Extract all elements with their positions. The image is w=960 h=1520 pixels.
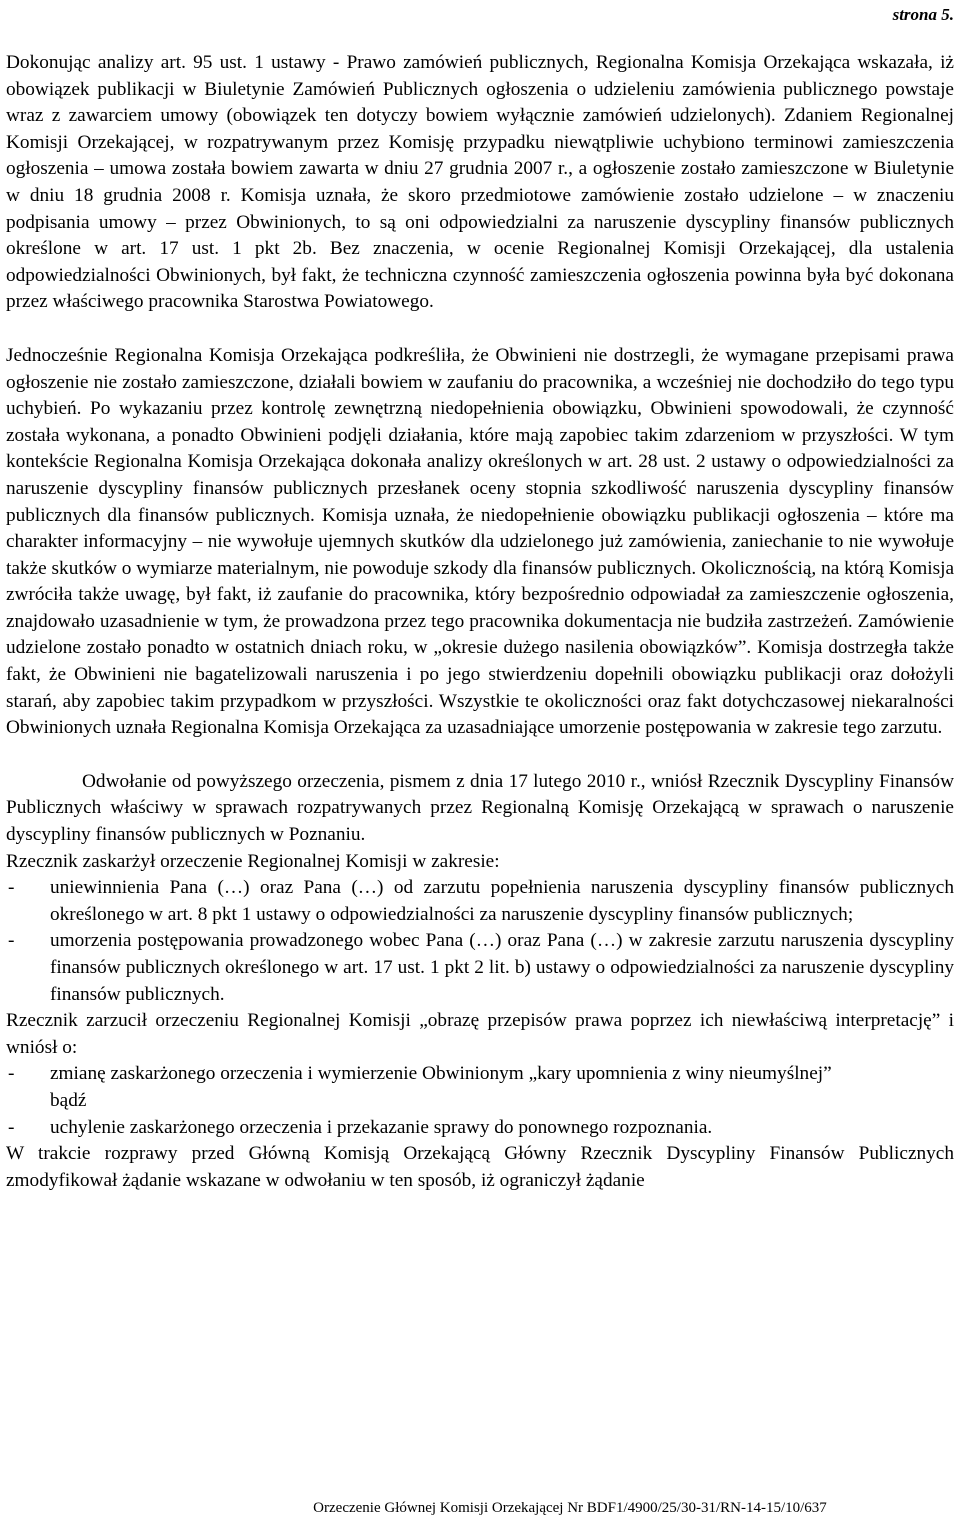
alternative-request-list [6, 1115, 954, 1142]
paragraph-hearing: W trakcie rozprawy przed Główną Komisją Orzekającą Główny Rzecznik Dyscypliny Finansów Publicznych zmodyfikował żądanie wskazane w odwołaniu w ten sposób, iż ograniczył żądanie [6, 1143, 954, 1191]
paragraph-scope-intro: Rzecznik zaskarżył orzeczenie Regionalnej Komisji w zakresie: [6, 850, 500, 872]
list-item: - uniewinnienia Pana (…) oraz Pana (…) od zarzutu popełnienia naruszenia dyscypliny finansów publicznych określonego w art. 8 pkt 1 ustawy o odpowiedzialności za naruszenie dyscypliny finansów publicznych; [6, 875, 954, 928]
paragraph-appeal: Odwołanie od powyższego orzeczenia, pismem z dnia 17 lutego 2010 r., wniósł Rzecznik Dyscypliny Finansów Publicznych właściwy w sprawach rozpatrywanych przez Regionalną Komisję Orzekającą w sprawach o naruszenie dyscypliny finansów publicznych w Poznaniu. [6, 770, 954, 846]
list-item: - zmianę zaskarżonego orzeczenia i wymierzenie Obwinionym „kary upomnienia z winy nieumyślnej” [6, 1061, 954, 1088]
paragraph-charges-intro: Rzecznik zarzucił orzeczeniu Regionalnej Komisji „obrazę przepisów prawa poprzez ich niewłaściwą interpretację” i wniósł o: [6, 1010, 954, 1058]
paragraph-gap [6, 742, 954, 769]
page-footer: Orzeczenie Głównej Komisji Orzekającej Nr BDF1/4900/25/30-31/RN-14-15/10/637 [313, 1500, 827, 1516]
paragraph-gap [6, 316, 954, 343]
page-number: strona 5. [892, 5, 954, 24]
list-item: - umorzenia postępowania prowadzonego wobec Pana (…) oraz Pana (…) w zakresie zarzutu naruszenia dyscypliny finansów publicznych określonego w art. 17 ust. 1 pkt 2 lit. b) ustawy o odpowiedzialności za naruszenie dyscypliny finansów publicznych. [6, 928, 954, 1008]
paragraph-analysis: Dokonując analizy art. 95 ust. 1 ustawy - Prawo zamówień publicznych, Regionalna Komisja Orzekająca wskazała, iż obowiązek publikacji w Biuletynie Zamówień Publicznych ogłoszenia o udzieleniu zamówienia publicznego powstaje wraz z zawarciem umowy (obowiązek ten dotyczy bowiem wyłącznie zamówień udzielonych). Zdaniem Regionalnej Komisji Orzekającej, w rozpatrywanym przez Komisję przypadku niewątpliwie uchybiono terminowi zamieszczenia ogłoszenia – umowa została bowiem zawarta w dniu 27 grudnia 2007 r., a ogłoszenie zostało zamieszczone w Biuletynie w dniu 18 grudnia 2008 r. Komisja uznała, że skoro przedmiotowe zamówienie zostało udzielone – w znaczeniu podpisania umowy – przez Obwinionych, to są oni odpowiedzialni za naruszenie dyscypliny finansów publicznych określone w art. 17 ust. 1 pkt 2b. Bez znaczenia, w ocenie Regionalnej Komisji Orzekającej, dla ustalenia odpowiedzialności Obwinionych, był fakt, że techniczna czynność zamieszczenia ogłoszenia powinna była być dokonana przez właściwego pracownika Starostwa Powiatowego. [6, 52, 954, 313]
paragraph-or: bądź [50, 1089, 87, 1111]
scope-list [6, 875, 954, 1008]
list-item: - uchylenie zaskarżonego orzeczenia i przekazanie sprawy do ponownego rozpoznania. [6, 1115, 954, 1142]
paragraph-circumstances: Jednocześnie Regionalna Komisja Orzekająca podkreśliła, że Obwinieni nie dostrzegli, że wymagane przepisami prawa ogłoszenie nie zostało zamieszczone, działali bowiem w zaufaniu do pracownika, a wcześniej nie dochodziło do tego typu uchybień. Po wykazaniu przez kontrolę zewnętrzną niedopełnienia obowiązku, Obwinieni spowodowali, że czynność została wykonana, a ponadto Obwinieni podjęli działania, które mają zapobiec takim zdarzeniom w przyszłości. W tym kontekście Regionalna Komisja Orzekająca dokonała analizy określonych w art. 28 ust. 2 ustawy o odpowiedzialności za naruszenie dyscypliny finansów publicznych przesłanek oceny stopnia szkodliwość naruszenia dyscypliny finansów publicznych dla finansów publicznych. Komisja uznała, że niedopełnienie obowiązku publikacji ogłoszenia – które ma charakter informacyjny – nie wywołuje ujemnych skutków dla udzielonego już zamówienia, zaniechanie to nie wywołuje także skutków o wymiarze materialnym, nie powoduje szkody dla finansów publicznych. Okolicznością, na którą Komisja zwróciła także uwagę, był fakt, iż zaufanie do pracownika, który bezpośrednio odpowiadał za zamieszczenie ogłoszenia, znajdowało uzasadnienie w tym, że prowadzona przez tego pracownika dokumentacja nie budziła zastrzeżeń. Zamówienie udzielone zostało ponadto w ostatnich dniach roku, w „okresie dużego nasilenia obowiązków”. Komisja dostrzegła także fakt, że Obwinieni nie bagatelizowali naruszenia i po jego stwierdzeniu dopełnili obowiązku publikacji oraz dołożyli starań, aby zapobiec takim przypadkom w przyszłości. Wszystkie te okoliczności oraz fakt dotychczasowej niekaralności Obwinionych uznała Regionalna Komisja Orzekająca za uzasadniające umorzenie postępowania w zakresie tego zarzutu. [6, 344, 954, 739]
request-list [6, 1061, 954, 1088]
document-body [6, 50, 954, 1194]
